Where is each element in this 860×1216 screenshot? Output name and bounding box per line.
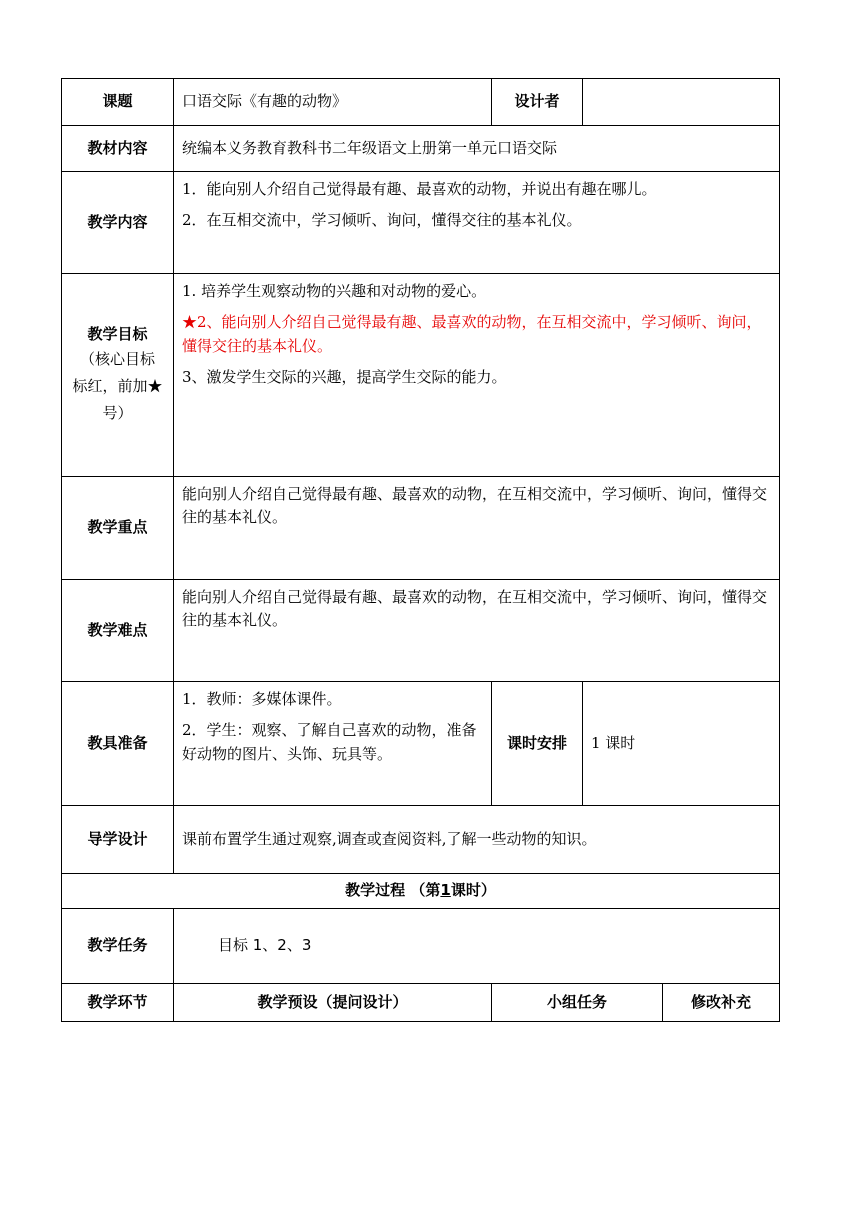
row-process-header (62, 874, 780, 909)
designer-value (583, 79, 780, 126)
guide-label: 导学设计 (62, 806, 174, 874)
goals-sublabel-1: （核心目标 (79, 350, 155, 369)
topic-value: 口语交际《有趣的动物》 (174, 79, 492, 126)
row-task (62, 909, 780, 984)
designer-label: 设计者 (492, 79, 583, 126)
guide-value: 课前布置学生通过观察,调查或查阅资料,了解一些动物的知识。 (174, 806, 780, 874)
col-stage-header: 教学环节 (62, 984, 174, 1022)
row-topic (62, 79, 780, 126)
tools-label: 教具准备 (62, 682, 174, 806)
material-label: 教材内容 (62, 126, 174, 172)
row-material (62, 126, 780, 172)
goals-label: 教学目标 (87, 324, 148, 343)
key-points-value: 能向别人介绍自己觉得最有趣、最喜欢的动物，在互相交流中，学习倾听、询问，懂得交往的基本礼仪。 (174, 477, 780, 580)
process-lesson-number: 1 (440, 881, 451, 900)
difficult-points-label: 教学难点 (62, 580, 174, 682)
topic-label: 课题 (62, 79, 174, 126)
row-content (62, 172, 780, 274)
content-value (174, 172, 780, 274)
row-column-headers (62, 984, 780, 1022)
tools-value (174, 682, 492, 806)
row-goals (62, 274, 780, 477)
lesson-plan-table (61, 78, 780, 1022)
goals-sublabel-2: 标红，前加★ (72, 377, 163, 396)
row-key-points (62, 477, 780, 580)
lesson-plan (61, 78, 779, 1022)
row-tools (62, 682, 780, 806)
content-item-2: 2．在互相交流中，学习倾听、询问，懂得交往的基本礼仪。 (182, 211, 582, 230)
goals-sublabel-3: 号） (102, 404, 133, 423)
content-label: 教学内容 (62, 172, 174, 274)
goal-item-2-core: ★2、能向别人介绍自己觉得最有趣、最喜欢的动物，在互相交流中，学习倾听、询问，懂得交往的基本礼仪。 (182, 313, 762, 355)
tools-item-1: 1．教师：多媒体课件。 (182, 690, 342, 708)
difficult-points-value: 能向别人介绍自己觉得最有趣、最喜欢的动物，在互相交流中，学习倾听、询问，懂得交往的基本礼仪。 (174, 580, 780, 682)
goal-item-1: 1. 培养学生观察动物的兴趣和对动物的爱心。 (182, 282, 487, 300)
process-header-suffix: 课时） (450, 881, 496, 900)
row-difficult-points (62, 580, 780, 682)
schedule-label: 课时安排 (492, 682, 583, 806)
goal-item-3: 3、激发学生交际的兴趣，提高学生交际的能力。 (182, 367, 507, 386)
task-label: 教学任务 (62, 909, 174, 984)
material-value: 统编本义务教育教科书二年级语文上册第一单元口语交际 (174, 126, 780, 172)
task-value: 目标 1、2、3 (174, 909, 780, 984)
goals-label-cell (62, 274, 174, 477)
col-revise-header: 修改补充 (663, 984, 780, 1022)
key-points-label: 教学重点 (62, 477, 174, 580)
col-preset-header: 教学预设（提问设计） (174, 984, 492, 1022)
col-group-header: 小组任务 (492, 984, 663, 1022)
content-item-1: 1．能向别人介绍自己觉得最有趣、最喜欢的动物，并说出有趣在哪儿。 (182, 180, 657, 198)
schedule-value: 1 课时 (583, 682, 780, 806)
tools-item-2: 2．学生：观察、了解自己喜欢的动物，准备好动物的图片、头饰、玩具等。 (182, 721, 477, 763)
process-header-prefix: 教学过程 （第 (345, 881, 441, 900)
process-header (62, 874, 780, 909)
row-guide (62, 806, 780, 874)
goals-value (174, 274, 780, 477)
